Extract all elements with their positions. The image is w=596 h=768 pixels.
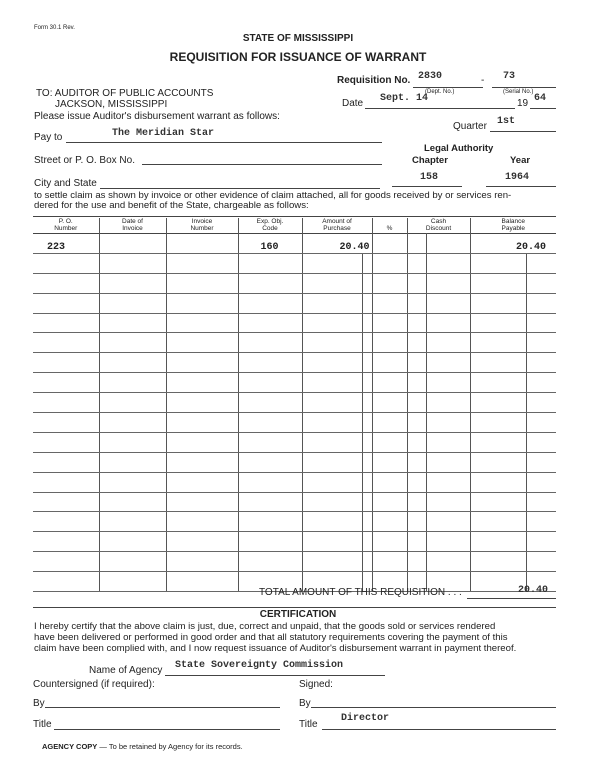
table-cell xyxy=(362,432,372,452)
form-title: REQUISITION FOR ISSUANCE OF WARRANT xyxy=(169,50,427,64)
table-cell xyxy=(166,532,238,552)
table-cell xyxy=(238,432,302,452)
chapter-value: 158 xyxy=(420,172,439,183)
table-cell xyxy=(99,512,166,532)
by-label-left: By xyxy=(33,698,45,709)
table-cell xyxy=(426,552,470,572)
total-label: TOTAL AMOUNT OF THIS REQUISITION . . . xyxy=(259,587,462,598)
table-cell xyxy=(33,273,99,293)
table-cell xyxy=(372,512,407,532)
table-row xyxy=(33,353,556,373)
table-cell xyxy=(302,492,362,512)
table-cell xyxy=(426,353,470,373)
table-cell xyxy=(362,532,372,552)
table-cell xyxy=(99,313,166,333)
col-percent: % xyxy=(372,218,407,234)
table-cell xyxy=(33,353,99,373)
table-row xyxy=(33,373,556,393)
certification-line3: claim have been complied with, and I now request issuance of Auditor's disbursement warrant in payment thereof. xyxy=(34,643,517,654)
table-cell xyxy=(372,393,407,413)
table-cell xyxy=(407,393,426,413)
agency-value: State Sovereignty Commission xyxy=(175,660,344,671)
table-cell xyxy=(362,313,372,333)
table-cell xyxy=(238,333,302,353)
table-cell xyxy=(238,393,302,413)
table-cell xyxy=(238,353,302,373)
table-cell xyxy=(238,452,302,472)
table-cell xyxy=(526,452,556,472)
table-cell xyxy=(407,432,426,452)
table-cell xyxy=(166,333,238,353)
table-cell xyxy=(372,293,407,313)
instruction-text: Please issue Auditor's disbursement warrant as follows: xyxy=(34,111,280,122)
table-cell xyxy=(302,313,362,333)
table-cell xyxy=(99,373,166,393)
table-cell xyxy=(33,393,99,413)
table-cell xyxy=(302,552,362,572)
table-cell xyxy=(166,393,238,413)
requisition-dash: - xyxy=(481,75,485,86)
table-cell xyxy=(302,333,362,353)
col-amount-of-purchase: Amount of Purchase xyxy=(302,218,372,234)
table-row xyxy=(33,253,556,273)
table-cell xyxy=(470,472,526,492)
discount-cell-b xyxy=(426,234,470,254)
year-prefix: 19 xyxy=(517,98,529,109)
table-cell xyxy=(33,572,99,592)
exp-code-cell: 160 xyxy=(238,234,302,254)
table-cell xyxy=(99,452,166,472)
col-po-number: P. O. Number xyxy=(33,218,99,234)
title-label-right: Title xyxy=(299,719,318,730)
table-cell xyxy=(526,532,556,552)
table-cell xyxy=(407,452,426,472)
addressee-line1: TO: AUDITOR OF PUBLIC ACCOUNTS xyxy=(36,88,214,99)
table-row xyxy=(33,313,556,333)
table-cell xyxy=(426,512,470,532)
table-cell xyxy=(302,393,362,413)
certification-line1: I hereby certify that the above claim is just, due, correct and unpaid, that the goods sold or services rendered xyxy=(34,621,496,632)
table-cell xyxy=(238,472,302,492)
table-cell xyxy=(526,353,556,373)
col-date-of-invoice: Date of Invoice xyxy=(99,218,166,234)
serial-number: 73 xyxy=(503,71,516,82)
table-cell xyxy=(166,353,238,373)
table-cell xyxy=(99,393,166,413)
table-cell xyxy=(470,552,526,572)
table-cell xyxy=(470,293,526,313)
table-cell xyxy=(526,293,556,313)
table-cell xyxy=(238,253,302,273)
table-cell xyxy=(302,452,362,472)
date-value: Sept. 14 xyxy=(380,93,429,104)
table-cell xyxy=(372,313,407,333)
table-cell xyxy=(407,552,426,572)
table-cell xyxy=(407,532,426,552)
table-cell xyxy=(407,273,426,293)
table-cell xyxy=(362,373,372,393)
table-cell xyxy=(302,273,362,293)
table-cell xyxy=(99,472,166,492)
table-cell xyxy=(372,432,407,452)
table-cell xyxy=(99,273,166,293)
table-cell xyxy=(362,512,372,532)
table-cell xyxy=(426,373,470,393)
certification-line2: have been delivered or performed in good order and that all statutory requirements covering the payment of this xyxy=(34,632,508,643)
state-title: STATE OF MISSISSIPPI xyxy=(242,33,354,44)
table-header-row xyxy=(33,218,556,234)
table-row xyxy=(33,413,556,433)
legal-authority-title: Legal Authority xyxy=(424,143,494,154)
table-cell xyxy=(33,552,99,572)
table-cell xyxy=(99,413,166,433)
table-cell xyxy=(238,512,302,532)
table-cell xyxy=(470,253,526,273)
table-cell xyxy=(526,373,556,393)
table-cell xyxy=(33,253,99,273)
table-cell xyxy=(238,373,302,393)
table-cell xyxy=(302,472,362,492)
col-exp-obj-code: Exp. Obj. Code xyxy=(238,218,302,234)
agency-copy-label: AGENCY COPY xyxy=(42,742,98,751)
table-cell xyxy=(166,572,238,592)
table-cell xyxy=(526,472,556,492)
footer-note xyxy=(42,742,243,751)
table-cell xyxy=(33,413,99,433)
table-cell xyxy=(99,353,166,373)
table-cell xyxy=(362,253,372,273)
col-cash-discount: Cash Discount xyxy=(407,218,470,234)
table-cell xyxy=(166,492,238,512)
table-cell xyxy=(238,532,302,552)
amount-cell: 20.40 xyxy=(302,234,372,254)
table-cell xyxy=(407,293,426,313)
table-cell xyxy=(302,413,362,433)
title-label-left: Title xyxy=(33,719,52,730)
col-balance-payable: Balance Payable xyxy=(501,218,526,232)
table-cell xyxy=(362,393,372,413)
table-row xyxy=(33,273,556,293)
table-cell xyxy=(99,552,166,572)
table-cell xyxy=(362,273,372,293)
table-cell xyxy=(407,253,426,273)
table-cell xyxy=(99,432,166,452)
signed-label: Signed: xyxy=(299,679,333,690)
table-cell xyxy=(33,313,99,333)
table-cell xyxy=(426,472,470,492)
table-cell xyxy=(407,373,426,393)
table-cell xyxy=(372,373,407,393)
table-cell xyxy=(362,552,372,572)
claim-table xyxy=(33,218,556,592)
table-cell xyxy=(526,552,556,572)
table-cell xyxy=(372,273,407,293)
requisition-label: Requisition No. xyxy=(337,75,411,86)
table-row xyxy=(33,234,556,254)
table-cell xyxy=(426,432,470,452)
table-cell xyxy=(362,492,372,512)
countersigned-label: Countersigned (if required): xyxy=(33,679,155,690)
table-row xyxy=(33,452,556,472)
table-cell xyxy=(470,353,526,373)
table-cell xyxy=(372,413,407,433)
table-cell xyxy=(372,353,407,373)
table-cell xyxy=(99,333,166,353)
table-cell xyxy=(426,293,470,313)
table-cell xyxy=(166,273,238,293)
table-row xyxy=(33,532,556,552)
table-cell xyxy=(166,452,238,472)
table-cell xyxy=(99,492,166,512)
table-cell xyxy=(470,532,526,552)
table-cell xyxy=(426,333,470,353)
table-cell xyxy=(407,413,426,433)
title-value-right: Director xyxy=(341,713,390,724)
table-cell xyxy=(99,572,166,592)
table-cell xyxy=(407,472,426,492)
table-cell xyxy=(407,512,426,532)
table-cell xyxy=(362,452,372,472)
table-cell xyxy=(99,253,166,273)
table-cell xyxy=(166,293,238,313)
table-cell xyxy=(33,432,99,452)
table-row xyxy=(33,472,556,492)
table-cell xyxy=(470,432,526,452)
dept-no-caption: (Dept. No.) xyxy=(425,89,455,95)
year-label: Year xyxy=(510,155,531,166)
table-cell xyxy=(302,353,362,373)
city-label: City and State xyxy=(34,178,97,189)
table-cell xyxy=(407,353,426,373)
table-cell xyxy=(302,532,362,552)
po-number-cell: 223 xyxy=(33,234,99,254)
discount-cell-a xyxy=(407,234,426,254)
table-cell xyxy=(33,452,99,472)
quarter-label: Quarter xyxy=(453,121,487,132)
table-cell xyxy=(166,413,238,433)
table-cell xyxy=(33,373,99,393)
serial-no-caption: (Serial No.) xyxy=(503,89,534,95)
table-cell xyxy=(426,313,470,333)
table-cell xyxy=(33,472,99,492)
legal-year-value: 1964 xyxy=(505,172,530,183)
retain-text: — To be retained by Agency for its records. xyxy=(99,742,243,751)
table-cell xyxy=(426,413,470,433)
table-cell xyxy=(302,512,362,532)
table-cell xyxy=(372,532,407,552)
table-cell xyxy=(470,393,526,413)
by-label-right: By xyxy=(299,698,311,709)
table-cell xyxy=(407,313,426,333)
table-cell xyxy=(99,293,166,313)
total-value: 20.40 xyxy=(518,585,549,596)
date-year: 64 xyxy=(534,93,547,104)
table-cell xyxy=(302,432,362,452)
table-cell xyxy=(238,492,302,512)
table-row xyxy=(33,333,556,353)
table-cell xyxy=(166,472,238,492)
table-cell xyxy=(470,512,526,532)
table-cell xyxy=(470,373,526,393)
table-cell xyxy=(372,552,407,572)
table-cell xyxy=(372,333,407,353)
table-cell xyxy=(302,293,362,313)
table-cell xyxy=(238,413,302,433)
addressee-line2: JACKSON, MISSISSIPPI xyxy=(55,99,168,110)
quarter-value: 1st xyxy=(497,116,516,127)
table-cell xyxy=(302,253,362,273)
table-cell xyxy=(526,432,556,452)
table-cell xyxy=(33,293,99,313)
agency-label: Name of Agency xyxy=(89,665,163,676)
table-cell xyxy=(526,492,556,512)
table-cell xyxy=(33,333,99,353)
table-cell xyxy=(526,333,556,353)
table-cell xyxy=(470,452,526,472)
table-cell xyxy=(166,253,238,273)
form-id: Form 30.1 Rev. xyxy=(34,25,75,31)
street-label: Street or P. O. Box No. xyxy=(34,155,135,166)
date-of-invoice-cell xyxy=(99,234,166,254)
table-cell xyxy=(166,373,238,393)
table-cell xyxy=(407,333,426,353)
table-cell xyxy=(426,273,470,293)
table-cell xyxy=(362,413,372,433)
table-cell xyxy=(166,512,238,532)
table-row xyxy=(33,552,556,572)
table-cell xyxy=(470,492,526,512)
table-cell xyxy=(526,413,556,433)
table-cell xyxy=(426,532,470,552)
date-label: Date xyxy=(342,98,364,109)
table-row xyxy=(33,512,556,532)
table-cell xyxy=(238,273,302,293)
table-cell xyxy=(372,472,407,492)
settle-text-line1: to settle claim as shown by invoice or other evidence of claim attached, all for goods received by or services ren- xyxy=(34,190,512,201)
table-cell xyxy=(372,452,407,472)
table-cell xyxy=(407,492,426,512)
chapter-label: Chapter xyxy=(412,155,448,166)
table-row xyxy=(33,293,556,313)
table-cell xyxy=(166,313,238,333)
percent-cell xyxy=(372,234,407,254)
settle-text-line2: dered for the use and benefit of the State, chargeable as follows: xyxy=(34,200,309,211)
table-cell xyxy=(426,393,470,413)
table-cell xyxy=(526,253,556,273)
table-cell xyxy=(238,552,302,572)
table-cell xyxy=(470,313,526,333)
table-cell xyxy=(33,492,99,512)
balance-cell: 20.40 xyxy=(470,234,556,254)
table-cell xyxy=(362,333,372,353)
table-cell xyxy=(470,413,526,433)
table-cell xyxy=(426,452,470,472)
pay-to-value: The Meridian Star xyxy=(112,128,215,139)
table-cell xyxy=(470,273,526,293)
table-cell xyxy=(166,552,238,572)
table-row xyxy=(33,432,556,452)
certification-title: CERTIFICATION xyxy=(259,609,337,620)
table-cell xyxy=(362,472,372,492)
table-cell xyxy=(470,333,526,353)
table-cell xyxy=(526,273,556,293)
invoice-number-cell xyxy=(166,234,238,254)
table-cell xyxy=(526,512,556,532)
table-cell xyxy=(33,532,99,552)
table-cell xyxy=(526,313,556,333)
table-cell xyxy=(302,373,362,393)
table-cell xyxy=(526,393,556,413)
col-invoice-number: Invoice Number xyxy=(166,218,238,234)
table-cell xyxy=(238,313,302,333)
table-cell xyxy=(362,353,372,373)
table-cell xyxy=(426,253,470,273)
table-row xyxy=(33,492,556,512)
table-cell xyxy=(362,293,372,313)
table-cell xyxy=(238,293,302,313)
table-row xyxy=(33,393,556,413)
table-cell xyxy=(99,532,166,552)
pay-to-label: Pay to xyxy=(34,132,63,143)
dept-number: 2830 xyxy=(418,71,443,82)
table-cell xyxy=(372,492,407,512)
table-cell xyxy=(166,432,238,452)
table-cell xyxy=(33,512,99,532)
table-cell xyxy=(372,253,407,273)
table-cell xyxy=(426,492,470,512)
